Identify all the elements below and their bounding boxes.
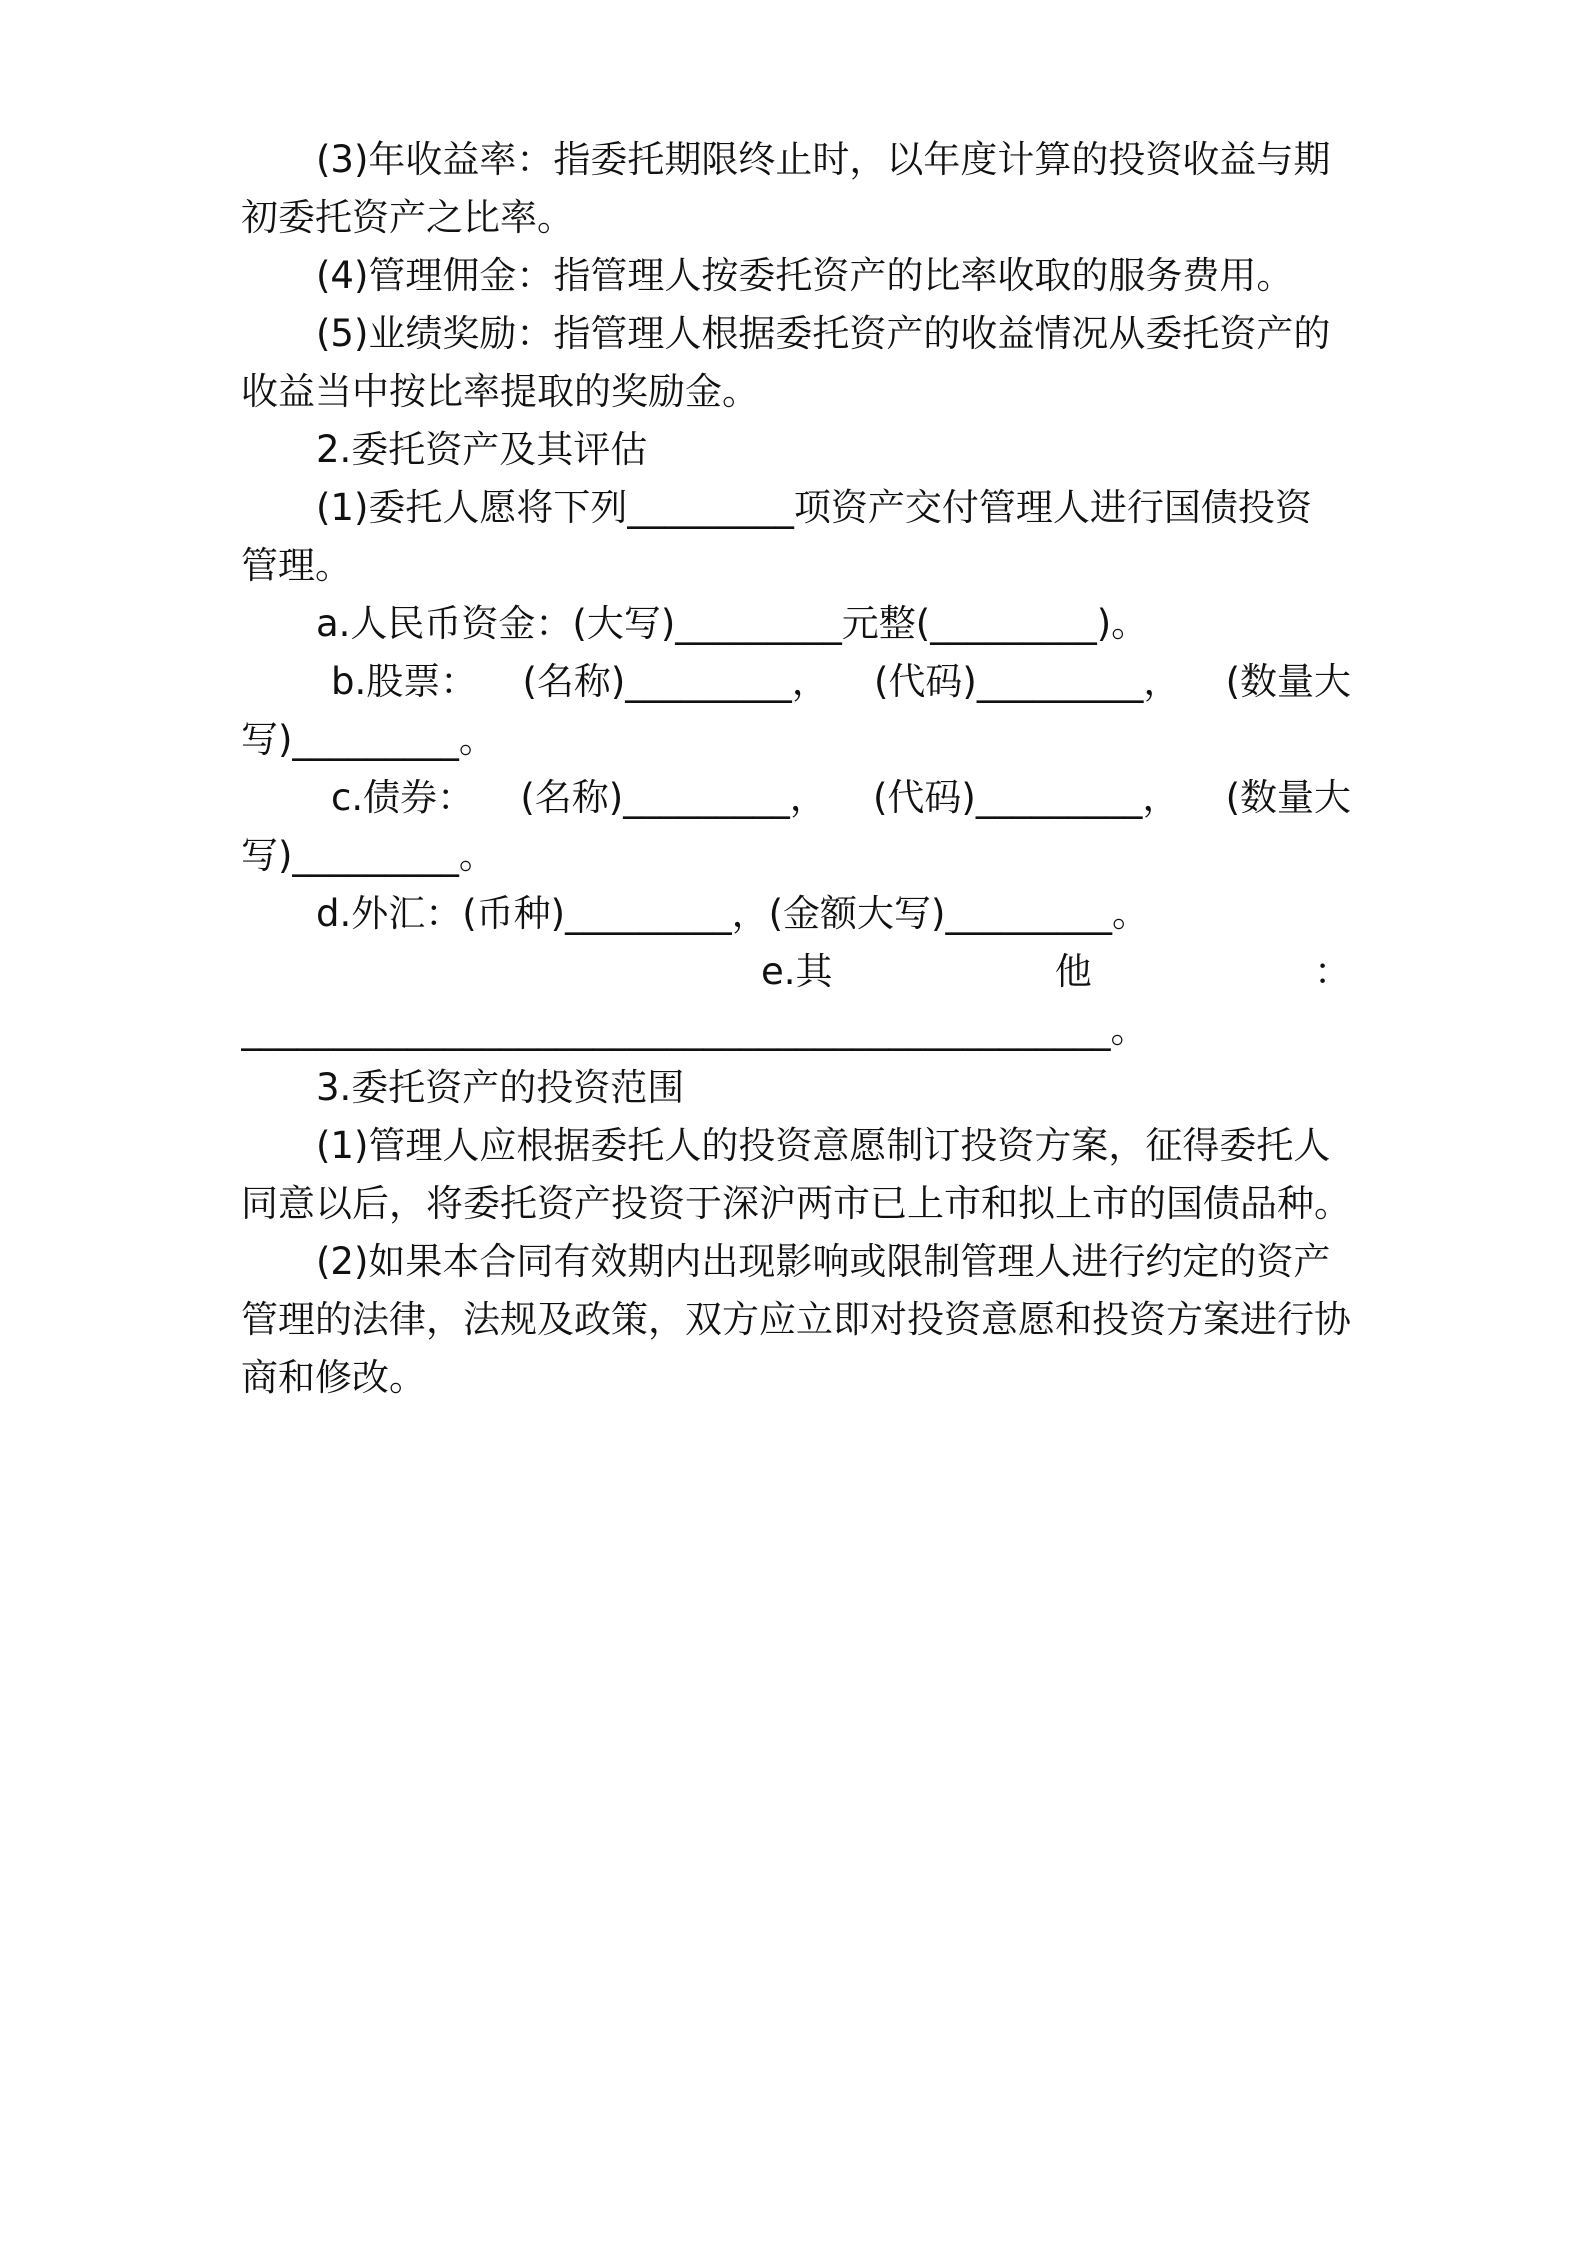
bonds-label: c.债券： [331,776,475,819]
item-foreign-currency: d.外汇：(币种)_________，(金额大写)_________。 [316,892,1149,935]
paragraph-performance-bonus: (5)业绩奖励：指管理人根据委托资产的收益情况从委托资产的 [316,312,1331,355]
bonds-code: (代码)_________， [872,776,1180,819]
paragraph-law-change: (2)如果本合同有效期内出现影响或限制管理人进行约定的资产 [316,1240,1331,1283]
paragraph-management-fee: (4)管理佣金：指管理人按委托资产的比率收取的服务费用。 [316,254,1294,297]
section-heading-assets: 2.委托资产及其评估 [316,428,648,471]
item-other [241,947,1351,997]
paragraph-annual-yield-cont: 初委托资产之比率。 [241,196,574,239]
stocks-code: (代码)_________， [874,660,1181,703]
item-bonds-cont: 写)_________。 [241,834,496,877]
other-label-part2: 他 [1054,950,1092,993]
item-stocks [241,657,1351,707]
paragraph-investment-plan-cont: 同意以后，将委托资产投资于深沪两市已上市和拟上市的国债品种。 [241,1182,1351,1225]
item-stocks-cont: 写)_________。 [241,718,496,761]
item-bonds [241,773,1351,823]
bonds-name: (名称)_________， [520,776,827,819]
paragraph-assets-list-cont: 管理。 [241,544,352,587]
section-heading-investment-scope: 3.委托资产的投资范围 [316,1066,685,1109]
paragraph-assets-list: (1)委托人愿将下列_________项资产交付管理人进行国债投资 [316,486,1312,529]
paragraph-performance-bonus-cont: 收益当中按比率提取的奖励金。 [241,370,759,413]
paragraph-annual-yield: (3)年收益率：指委托期限终止时，以年度计算的投资收益与期 [316,138,1331,181]
other-label-colon: ： [1314,950,1351,993]
paragraph-law-change-cont: 管理的法律，法规及政策，双方应立即对投资意愿和投资方案进行协 [241,1298,1351,1341]
stocks-quantity: (数量大 [1225,660,1351,703]
paragraph-law-change-end: 商和修改。 [241,1356,426,1399]
item-rmb-funds: a.人民币资金：(大写)_________元整(_________)。 [316,602,1149,645]
paragraph-investment-plan: (1)管理人应根据委托人的投资意愿制订投资方案，征得委托人 [316,1124,1331,1167]
other-label-part1: e.其 [761,950,833,993]
stocks-name: (名称)_________， [522,660,829,703]
bonds-quantity: (数量大 [1225,776,1351,819]
stocks-label: b.股票： [331,660,478,703]
item-other-blank: _______________________________________________。 [241,1008,1148,1051]
